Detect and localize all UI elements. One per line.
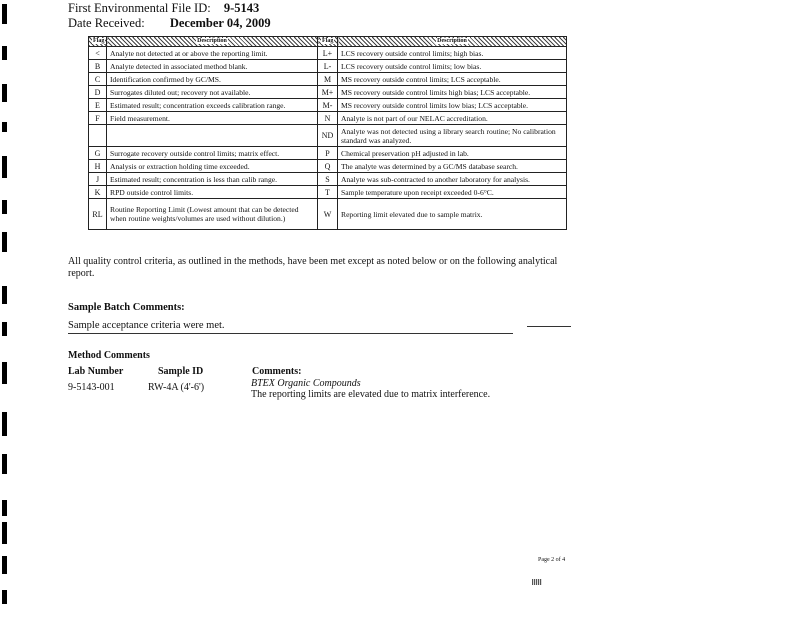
date-received-label: Date Received: — [68, 16, 145, 30]
flag-description: Surrogate recovery outside control limits; matrix effect. — [107, 147, 318, 160]
table-row — [89, 125, 567, 147]
description-header — [107, 37, 318, 47]
sample-batch-comment: Sample acceptance criteria were met. — [68, 320, 225, 331]
sample-id-header: Sample ID — [158, 366, 204, 377]
table-row — [89, 160, 567, 173]
flag-code: G — [89, 147, 107, 160]
table-row — [89, 60, 567, 73]
comment-group: BTEX Organic Compounds — [251, 378, 361, 389]
flag-description: Field measurement. — [107, 112, 318, 125]
flag-description: Estimated result; concentration is less than calib range. — [107, 173, 318, 186]
flag-code: W — [318, 199, 338, 230]
flag-code: S — [318, 173, 338, 186]
lab-number: 9-5143-001 — [68, 382, 115, 393]
table-row — [89, 186, 567, 199]
flag-code: E — [89, 99, 107, 112]
flag-description: Reporting limit elevated due to sample matrix. — [338, 199, 567, 230]
comment-text: The reporting limits are elevated due to matrix interference. — [251, 389, 491, 400]
flag-header — [89, 37, 107, 47]
file-id-label: First Environmental File ID: — [68, 1, 211, 15]
file-id-value: 9-5143 — [223, 1, 260, 15]
flag-code — [89, 125, 107, 147]
flag-description: Analyte not detected at or above the reporting limit. — [107, 47, 318, 60]
flag-description: Analyte was not detected using a library search routine; No calibration standard was analyzed. — [338, 125, 567, 147]
sample-batch-title: Sample Batch Comments: — [68, 302, 185, 313]
flag-table-header — [89, 37, 567, 47]
flag-code: B — [89, 60, 107, 73]
table-row — [89, 199, 567, 230]
flag-code: D — [89, 86, 107, 99]
flag-code: L+ — [318, 47, 338, 60]
scan-stamp-mark — [532, 579, 542, 585]
flag-description: RPD outside control limits. — [107, 186, 318, 199]
description-header-2-text: Description — [437, 38, 467, 44]
flag-description: MS recovery outside control limits low bias; LCS acceptable. — [338, 99, 567, 112]
flag-header-2 — [318, 37, 338, 47]
method-comments-title: Method Comments — [68, 350, 150, 361]
flag-description: Analyte detected in associated method blank. — [107, 60, 318, 73]
comment-underline — [68, 333, 513, 334]
flag-description: Chemical preservation pH adjusted in lab. — [338, 147, 567, 160]
flag-description: Sample temperature upon receipt exceeded 0-6°C. — [338, 186, 567, 199]
flag-description: Analysis or extraction holding time exceeded. — [107, 160, 318, 173]
description-header-text: Description — [197, 38, 227, 44]
flag-code: K — [89, 186, 107, 199]
flag-code: C — [89, 73, 107, 86]
table-row — [89, 99, 567, 112]
table-row — [89, 112, 567, 125]
page-number: Page 2 of 4 — [538, 557, 566, 563]
qualifier-flag-table — [88, 36, 567, 230]
flag-description: The analyte was determined by a GC/MS database search. — [338, 160, 567, 173]
table-row — [89, 173, 567, 186]
table-row — [89, 73, 567, 86]
flag-description: Identification confirmed by GC/MS. — [107, 73, 318, 86]
comments-header: Comments: — [252, 366, 302, 377]
qc-statement: All quality control criteria, as outlined in the methods, have been met except as noted below or on the following analytical report. — [68, 256, 558, 279]
flag-header-2-text: Flag — [322, 38, 334, 44]
flag-header-text: Flag — [93, 38, 105, 44]
flag-code: ND — [318, 125, 338, 147]
flag-description: MS recovery outside control limits high bias; LCS acceptable. — [338, 86, 567, 99]
flag-description: MS recovery outside control limits; LCS acceptable. — [338, 73, 567, 86]
flag-description: Analyte is not part of our NELAC accreditation. — [338, 112, 567, 125]
flag-code: M+ — [318, 86, 338, 99]
flag-code: F — [89, 112, 107, 125]
flag-description: LCS recovery outside control limits; low bias. — [338, 60, 567, 73]
flag-code: M — [318, 73, 338, 86]
description-header-2 — [338, 37, 567, 47]
file-id-line — [68, 1, 259, 15]
flag-description: Estimated result; concentration exceeds calibration range. — [107, 99, 318, 112]
flag-code: T — [318, 186, 338, 199]
flag-description: Analyte was sub-contracted to another laboratory for analysis. — [338, 173, 567, 186]
table-row — [89, 86, 567, 99]
table-row — [89, 47, 567, 60]
flag-code: L- — [318, 60, 338, 73]
date-received-line — [68, 16, 271, 30]
flag-description: LCS recovery outside control limits; high bias. — [338, 47, 567, 60]
flag-description — [107, 125, 318, 147]
flag-code: M- — [318, 99, 338, 112]
comment-underline-end — [527, 326, 571, 327]
date-received-value: December 04, 2009 — [169, 16, 271, 30]
flag-description: Surrogates diluted out; recovery not available. — [107, 86, 318, 99]
scan-edge-marks — [0, 0, 12, 618]
sample-id: RW-4A (4'-6') — [148, 382, 205, 393]
flag-code: H — [89, 160, 107, 173]
flag-code: Q — [318, 160, 338, 173]
flag-code: RL — [89, 199, 107, 230]
table-row — [89, 147, 567, 160]
flag-code: < — [89, 47, 107, 60]
lab-number-header: Lab Number — [68, 366, 124, 377]
flag-code: P — [318, 147, 338, 160]
flag-description: Routine Reporting Limit (Lowest amount that can be detected when routine weights/volumes are used without dilution.) — [107, 199, 318, 230]
flag-code: J — [89, 173, 107, 186]
flag-code: N — [318, 112, 338, 125]
